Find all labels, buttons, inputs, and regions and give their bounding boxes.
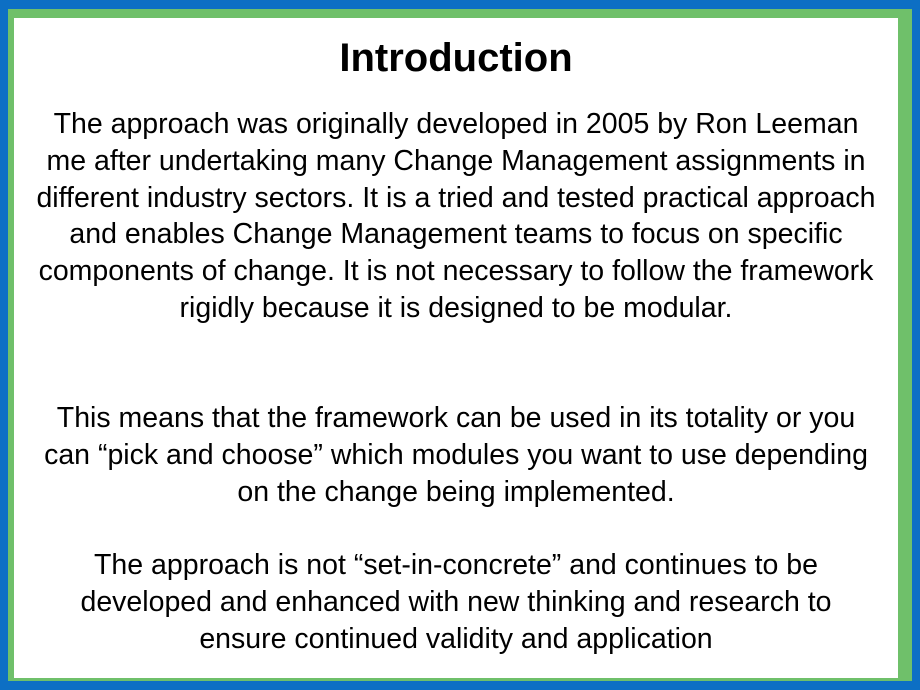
content-panel — [14, 18, 898, 678]
intro-paragraph: The approach was originally developed in 2005 by Ron Leeman me after undertaking many Change Management assignments in different industry sectors. It is a tried and tested practical approach and enables Change Management teams to focus on specific components of change. It is not necessary to follow the framework rigidly because it is designed to be modular. — [36, 108, 876, 324]
development-paragraph: The approach is not “set-in-concrete” and continues to be developed and enhanced with new thinking and research to ensure continued validity and application — [80, 549, 832, 655]
modularity-paragraph: This means that the framework can be used in its totality or you can “pick and choose” which modules you want to use depending on the change being implemented. — [44, 402, 868, 508]
slide-title: Introduction — [339, 36, 573, 80]
